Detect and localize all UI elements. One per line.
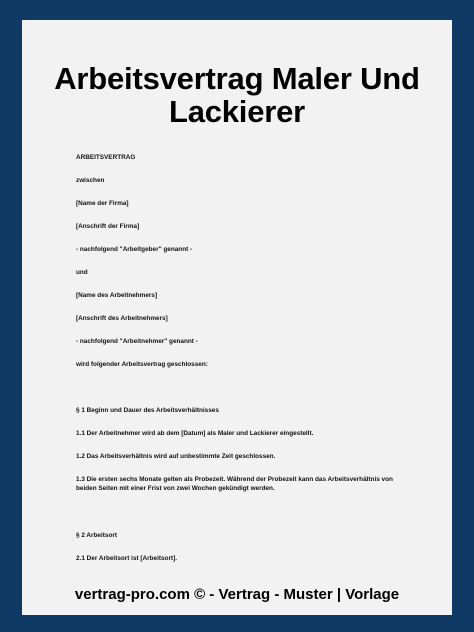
text-employee-designation: - nachfolgend "Arbeitnehmer" genannt - <box>76 338 198 345</box>
placeholder-company-address: [Anschrift der Firma] <box>76 223 140 230</box>
clause-2-1: 2.1 Der Arbeitsort ist [Arbeitsort]. <box>76 555 177 562</box>
document-title: Arbeitsvertrag Maler Und Lackierer <box>54 61 420 129</box>
placeholder-employee-name: [Name des Arbeitnehmers] <box>76 292 158 299</box>
text-employer-designation: - nachfolgend "Arbeitgeber" genannt - <box>76 246 193 253</box>
section-heading-2: § 2 Arbeitsort <box>76 532 117 539</box>
footer-watermark: vertrag-pro.com © - Vertrag - Muster | Vorlage <box>74 586 400 603</box>
clause-1-2: 1.2 Das Arbeitsverhältnis wird auf unbestimmte Zeit geschlossen. <box>76 453 276 460</box>
clause-1-3: 1.3 Die ersten sechs Monate gelten als Probezeit. Während der Probezeit kann das Arbeitsverhältnis von beiden Seiten mit einer Frist von zwei Wochen gekündigt werden. <box>76 476 393 492</box>
placeholder-company-name: [Name der Firma] <box>76 200 129 207</box>
heading-arbeitsvertrag: ARBEITSVERTRAG <box>76 154 136 161</box>
text-zwischen: zwischen <box>76 177 105 184</box>
clause-1-1: 1.1 Der Arbeitnehmer wird ab dem [Datum] als Maler und Lackierer eingestellt. <box>76 430 314 437</box>
placeholder-employee-address: [Anschrift des Arbeitnehmers] <box>76 315 168 322</box>
section-heading-1: § 1 Beginn und Dauer des Arbeitsverhältnisses <box>76 407 219 414</box>
text-und: und <box>76 269 88 276</box>
text-contract-intro: wird folgender Arbeitsvertrag geschlossen: <box>76 361 208 368</box>
